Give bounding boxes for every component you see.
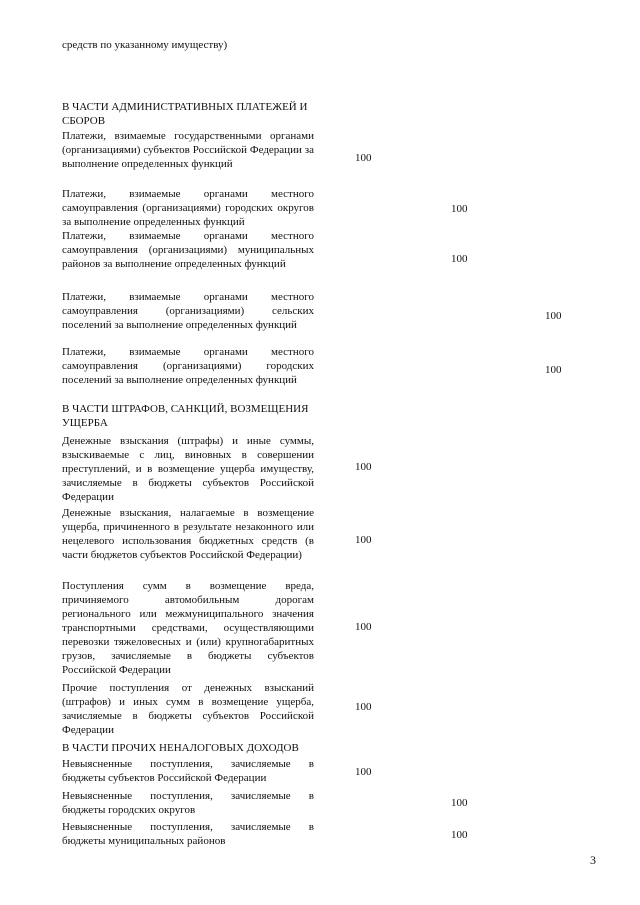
row-value: 100: [451, 829, 468, 841]
section-heading-fines: В ЧАСТИ ШТРАФОВ, САНКЦИЙ, ВОЗМЕЩЕНИЯ УЩЕРБА: [62, 403, 309, 429]
row-value: 100: [355, 534, 372, 546]
row-value: 100: [451, 253, 468, 265]
row-value: 100: [355, 701, 372, 713]
row-text: Платежи, взимаемые органами местного самоуправления (организациями) городских округов за выполнение определенных функций: [62, 188, 314, 228]
row-value: 100: [545, 364, 562, 376]
row-text: Платежи, взимаемые органами местного самоуправления (организациями) городских поселений за выполнение определенных функций: [62, 346, 314, 386]
row-text: Платежи, взимаемые органами местного самоуправления (организациями) муниципальных районов за выполнение определенных функций: [62, 230, 314, 270]
row-text: Платежи, взимаемые государственными органами (организациями) субъектов Российской Федерации за выполнение определенных функций: [62, 130, 314, 170]
row-text: Невыясненные поступления, зачисляемые в бюджеты муниципальных районов: [62, 821, 314, 847]
row-value: 100: [355, 766, 372, 778]
row-value: 100: [451, 203, 468, 215]
row-text: Платежи, взимаемые органами местного самоуправления (организациями) сельских поселений за выполнение определенных функций: [62, 291, 314, 331]
row-value: 100: [355, 461, 372, 473]
row-text: Поступления сумм в возмещение вреда, причиняемого автомобильным дорогам регионального или межмуниципального значения транспортными средствами, осуществляющими перевозки тяжеловесных и (или) крупногабаритных грузов, зачисляемые в бюджеты субъектов Российской Федерации: [62, 580, 314, 676]
continuation-text: средств по указанному имуществу): [62, 39, 228, 51]
section-heading-other-income: В ЧАСТИ ПРОЧИХ НЕНАЛОГОВЫХ ДОХОДОВ: [62, 742, 299, 754]
row-value: 100: [355, 152, 372, 164]
row-text: Денежные взыскания (штрафы) и иные суммы, взыскиваемые с лиц, виновных в совершении преступлений, и в возмещение ущерба имуществу, зачисляемые в бюджеты субъектов Российской Федерации: [62, 435, 314, 503]
row-text: Невыясненные поступления, зачисляемые в бюджеты субъектов Российской Федерации: [62, 758, 314, 784]
row-value: 100: [545, 310, 562, 322]
row-text: Невыясненные поступления, зачисляемые в бюджеты городских округов: [62, 790, 314, 816]
page-number: 3: [590, 853, 596, 867]
row-value: 100: [355, 621, 372, 633]
row-value: 100: [451, 797, 468, 809]
row-text: Денежные взыскания, налагаемые в возмещение ущерба, причиненного в результате незаконного или нецелевого использования бюджетных средств (в части бюджетов субъектов Российской Федерации): [62, 507, 314, 561]
section-heading-admin-payments: В ЧАСТИ АДМИНИСТРАТИВНЫХ ПЛАТЕЖЕЙ И СБОРОВ: [62, 101, 308, 127]
row-text: Прочие поступления от денежных взысканий (штрафов) и иных сумм в возмещение ущерба, зачисляемые в бюджеты субъектов Российской Федерации: [62, 682, 314, 736]
